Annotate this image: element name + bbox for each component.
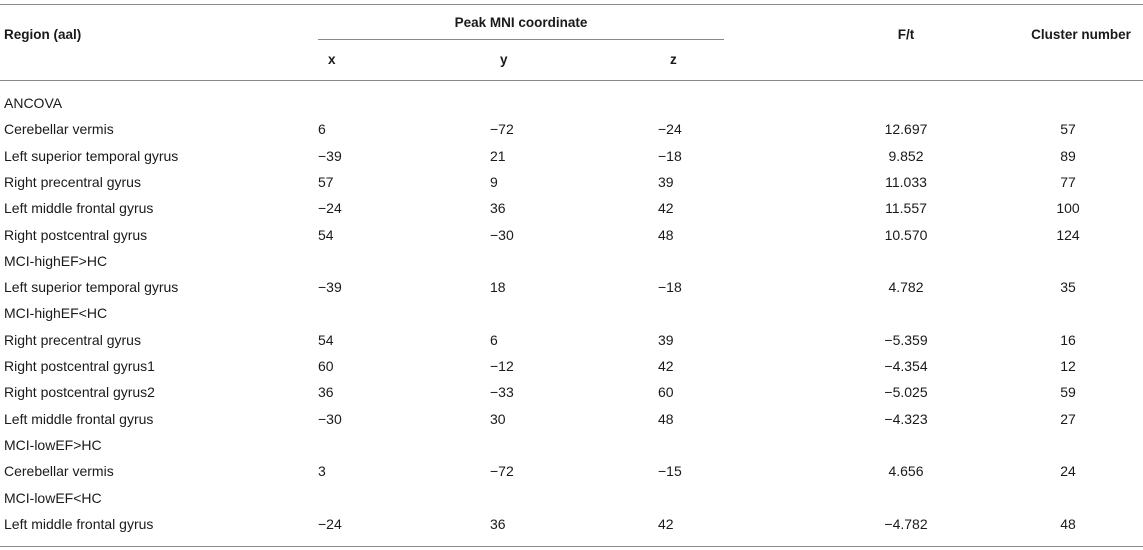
cell-cluster-number: 89: [1060, 148, 1076, 164]
cell-ft: −5.359: [884, 332, 928, 348]
top-rule: [0, 4, 1143, 5]
cell-z: 42: [658, 358, 674, 374]
cell-region: Left middle frontal gyrus: [4, 516, 154, 532]
cell-cluster-number: 57: [1060, 121, 1076, 137]
cell-y: −12: [490, 358, 514, 374]
cell-y: 36: [490, 200, 506, 216]
cell-y: 6: [490, 332, 498, 348]
cell-z: 39: [658, 174, 674, 190]
cell-region: Left middle frontal gyrus: [4, 411, 154, 427]
cell-z: −24: [658, 121, 682, 137]
cell-z: 48: [658, 411, 674, 427]
cell-y: −72: [490, 463, 514, 479]
cell-ft: −4.782: [884, 516, 928, 532]
cell-cluster-number: 124: [1056, 227, 1080, 243]
cell-region: Right precentral gyrus: [4, 174, 141, 190]
cell-z: −15: [658, 463, 682, 479]
cell-x: 36: [318, 384, 334, 400]
cell-ft: −4.323: [884, 411, 928, 427]
cell-y: 18: [490, 279, 506, 295]
header-z: z: [670, 52, 677, 67]
header-cluster-number: Cluster number: [1031, 27, 1131, 42]
cell-region: MCI-highEF<HC: [4, 305, 108, 321]
cell-region: Left superior temporal gyrus: [4, 279, 179, 295]
cell-z: 60: [658, 384, 674, 400]
cell-ft: −4.354: [884, 358, 928, 374]
cell-z: 42: [658, 516, 674, 532]
cell-x: 60: [318, 358, 334, 374]
cell-cluster-number: 48: [1060, 516, 1076, 532]
cell-y: 21: [490, 148, 506, 164]
cell-ft: −5.025: [884, 384, 928, 400]
cell-region: Left superior temporal gyrus: [4, 148, 179, 164]
cell-z: 42: [658, 200, 674, 216]
header-x: x: [328, 52, 336, 67]
cell-cluster-number: 24: [1060, 463, 1076, 479]
cell-y: −72: [490, 121, 514, 137]
cell-region: Right postcentral gyrus1: [4, 358, 155, 374]
cell-region: MCI-lowEF<HC: [4, 490, 102, 506]
cell-y: −30: [490, 227, 514, 243]
cell-ft: 4.782: [888, 279, 924, 295]
cell-ft: 9.852: [888, 148, 924, 164]
cell-x: 3: [318, 463, 326, 479]
cell-region: Cerebellar vermis: [4, 121, 114, 137]
cell-region: MCI-lowEF>HC: [4, 437, 102, 453]
cell-cluster-number: 59: [1060, 384, 1076, 400]
cell-region: Left middle frontal gyrus: [4, 200, 154, 216]
cell-ft: 11.557: [885, 200, 927, 216]
cell-region: Right postcentral gyrus: [4, 227, 148, 243]
cell-cluster-number: 77: [1060, 174, 1076, 190]
cell-ft: 12.697: [884, 121, 928, 137]
header-region: Region (aal): [4, 27, 82, 42]
cell-z: 39: [658, 332, 674, 348]
cell-y: 30: [490, 411, 506, 427]
cell-region: Cerebellar vermis: [4, 463, 114, 479]
cell-ft: 11.033: [885, 174, 927, 190]
cell-y: 36: [490, 516, 506, 532]
cell-x: −30: [318, 411, 342, 427]
cell-region: ANCOVA: [4, 95, 63, 111]
cell-x: 6: [318, 121, 326, 137]
peak-coordinate-underline: [318, 39, 724, 40]
cell-cluster-number: 35: [1060, 279, 1076, 295]
cell-cluster-number: 100: [1056, 200, 1080, 216]
bottom-rule: [0, 546, 1143, 547]
header-peak-coordinate: Peak MNI coordinate: [454, 15, 588, 30]
cell-x: −24: [318, 200, 342, 216]
cell-cluster-number: 12: [1060, 358, 1076, 374]
cell-x: −39: [318, 279, 342, 295]
cell-y: 9: [490, 174, 498, 190]
cell-ft: 4.656: [888, 463, 924, 479]
cell-x: −24: [318, 516, 342, 532]
cell-z: −18: [658, 148, 682, 164]
cell-region: Right precentral gyrus: [4, 332, 141, 348]
cell-y: −33: [490, 384, 514, 400]
cell-z: 48: [658, 227, 674, 243]
cell-ft: 10.570: [884, 227, 928, 243]
cell-z: −18: [658, 279, 682, 295]
header-y: y: [500, 52, 508, 67]
cell-x: 54: [318, 227, 334, 243]
cell-region: MCI-highEF>HC: [4, 253, 108, 269]
cell-region: Right postcentral gyrus2: [4, 384, 155, 400]
cell-x: 54: [318, 332, 334, 348]
cell-cluster-number: 27: [1060, 411, 1076, 427]
cell-x: 57: [318, 174, 334, 190]
cell-cluster-number: 16: [1060, 332, 1076, 348]
header-bottom-rule: [0, 80, 1143, 81]
cell-x: −39: [318, 148, 342, 164]
header-ft: F/t: [897, 27, 915, 42]
